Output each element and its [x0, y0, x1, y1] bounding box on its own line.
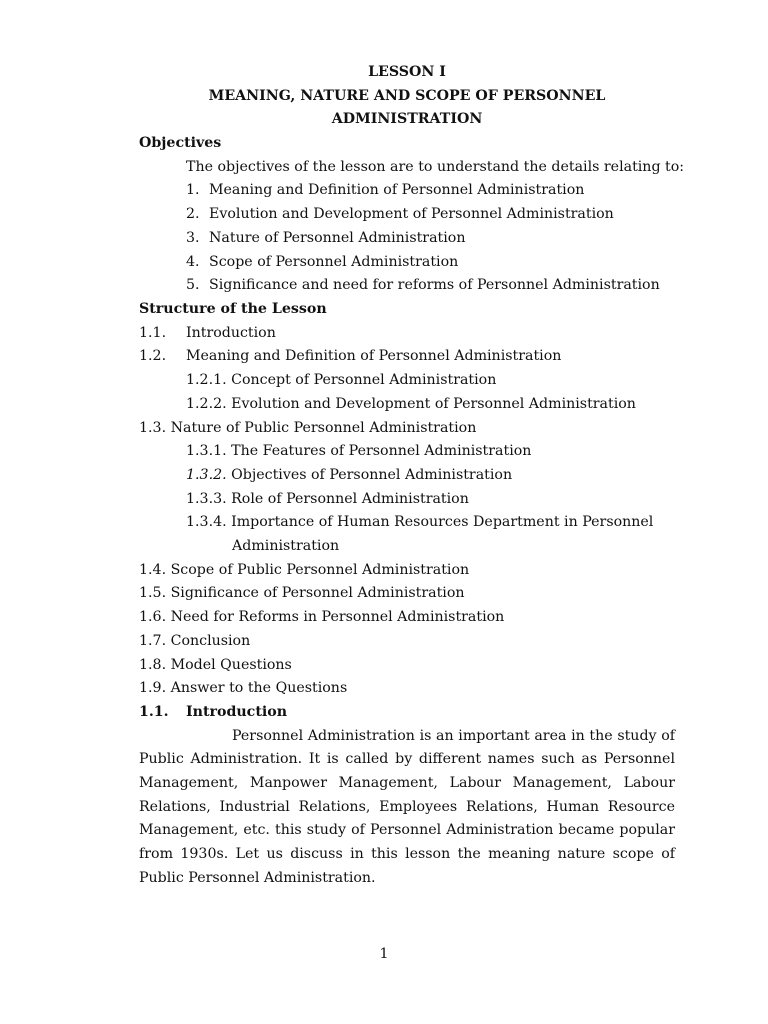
objective-item: 2. Evolution and Development of Personnel Administration	[186, 206, 614, 223]
lesson-title: MEANING, NATURE AND SCOPE OF PERSONNEL ADMINISTRATION	[208, 87, 606, 128]
structure-item: 1.9. Answer to the Questions	[139, 680, 348, 697]
structure-subitem: 1.3.3. Role of Personnel Administration	[186, 490, 469, 507]
objective-item: 3. Nature of Personnel Administration	[186, 229, 466, 246]
objective-item: 5. Significance and need for reforms of Personnel Administration	[186, 277, 660, 294]
structure-item: 1.5. Significance of Personnel Administration	[139, 585, 465, 602]
structure-subitem: 1.2.2. Evolution and Development of Personnel Administration	[186, 395, 636, 412]
objectives-intro: The objectives of the lesson are to understand the details relating to:	[186, 158, 685, 175]
structure-item: 1.2. Meaning and Definition of Personnel Administration	[139, 348, 562, 365]
structure-subitem: 1.3.4. Importance of Human Resources Department in Personnel	[186, 514, 654, 531]
structure-subitem-continuation: Administration	[232, 538, 340, 555]
objective-item: 1. Meaning and Definition of Personnel Administration	[186, 182, 585, 199]
structure-item: 1.8. Model Questions	[139, 656, 292, 673]
introduction-paragraph: Personnel Administration is an important area in the study of Public Administration. It is called by different names such as Personnel Management, Manpower Management, Labour Management, Labour Relations, Industrial Relations, Employees Relations, Human Resource Management, etc. this study of Personnel Administration became popular from 1930s. Let us discuss in this lesson the meaning nature scope of Public Personnel Administration.	[139, 727, 675, 886]
structure-subitem: 1.3.1. The Features of Personnel Administration	[186, 443, 532, 460]
structure-item: 1.7. Conclusion	[139, 632, 251, 649]
objective-item: 4. Scope of Personnel Administration	[186, 253, 459, 270]
structure-subitem: 1.3.2. Objectives of Personnel Administration	[186, 466, 513, 483]
structure-subitem: 1.2.1. Concept of Personnel Administration	[186, 372, 497, 389]
structure-heading: Structure of the Lesson	[139, 300, 327, 317]
structure-item: 1.3. Nature of Public Personnel Administration	[139, 419, 477, 436]
structure-item: 1.4. Scope of Public Personnel Administration	[139, 561, 470, 578]
page-content	[139, 61, 685, 891]
structure-item: 1.6. Need for Reforms in Personnel Administration	[139, 609, 505, 626]
lesson-label: LESSON I	[368, 64, 446, 80]
structure-item: 1.1. Introduction	[139, 324, 276, 341]
page-number: 1	[379, 946, 389, 962]
introduction-heading: 1.1. Introduction	[139, 703, 288, 720]
objectives-heading: Objectives	[139, 135, 222, 152]
